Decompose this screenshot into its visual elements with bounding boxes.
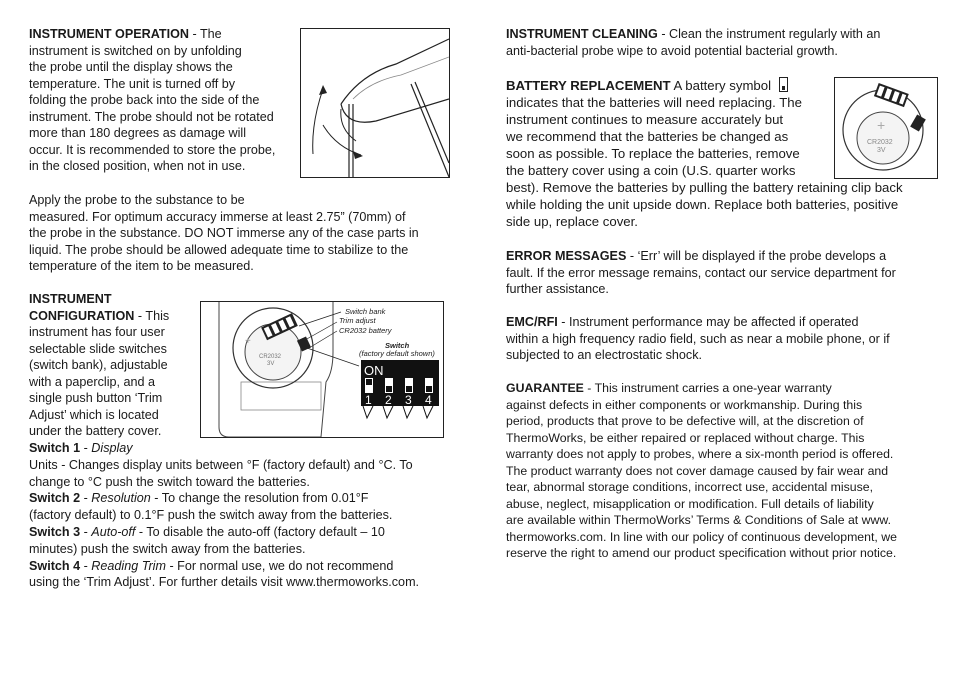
switch-number-1: 1 <box>365 393 372 407</box>
configuration-heading-1: INSTRUMENT <box>29 292 112 306</box>
cleaning-section: INSTRUMENT CLEANING - Clean the instrument regularly with an anti-bacterial probe wipe to avoid potential bacterial growth. <box>506 27 881 58</box>
probe-illustration <box>300 28 450 178</box>
emc-section: EMC/RFI - Instrument performance may be affected if operated within a high frequency radio field, such as near a mobile phone, or if subjected to an electrostatic shock. <box>506 315 890 362</box>
switch-on-label: ON <box>364 363 384 378</box>
battery-model-text-right: CR2032 <box>867 139 893 146</box>
battery-model-text: CR2032 <box>259 354 282 360</box>
battery-plus-sign-right: + <box>877 117 886 133</box>
switch-descriptions: Switch 1 - Display Units - Changes display units between °F (factory default) and °C. To change to °C push the switch toward the batteries. Switch 2 - Resolution - To change the resolution from 0.01°F (factory default) to 0.1°F push the switch away from the batteries. Switch 3 - Auto-off - To disable the auto-off (factory default – 10 minutes) push the switch away from the batteries. Switch 4 - Reading Trim - For normal use, we do not recommend using the ‘Trim Adjust’. For further details visit www.thermoworks.com. <box>29 440 454 591</box>
configuration-heading-2: CONFIGURATION <box>29 308 135 323</box>
switch-label: Switch <box>385 341 410 350</box>
battery-voltage-text: 3V <box>267 361 275 367</box>
cleaning-heading: INSTRUMENT CLEANING <box>506 27 658 41</box>
battery-illustration <box>834 77 938 179</box>
battery-compartment-illustration <box>200 301 444 438</box>
configuration-section: INSTRUMENT CONFIGURATION - This instrument has four user selectable slide switches (switch bank), adjustable with a paperclip, and a single push button ‘Trim Adjust’ which is located under the battery cover. <box>29 292 170 438</box>
switch-1-desc: Switch 1 - Display <box>29 441 133 455</box>
operation-section: INSTRUMENT OPERATION - The instrument is switched on by unfolding the probe until the display shows the temperature. The unit is turned off by folding the probe back into the side of the instrument. The probe should not be rotated more than 180 degrees as damage will occur. It is recommended to store the probe, in the closed position, when not in use. <box>29 27 276 173</box>
switch-bank-drawing <box>201 302 443 437</box>
battery-low-icon <box>779 77 788 92</box>
switch-bank-label: Switch bank <box>345 307 386 316</box>
battery-section: BATTERY REPLACEMENT A battery symbol indicates that the batteries will need replacing. The instrument continues to measure accurately but we recommend that the batteries be changed as soon as possible. To replace the batteries, remove the battery cover using a coin (U.S. quarter works best). Remove the batteries by pulling the battery retaining clip back while holding the unit upside down. Replace both batteries, positive side up, replace cover. <box>506 78 903 229</box>
guarantee-section: GUARANTEE - This instrument carries a one-year warranty against defects in either components or workmanship. During this period, products that prove to be defective will, at the discretion of ThermoWorks, be either repaired or replaced without charge. This warranty does not apply to probes, where a six-month period is offered. The product warranty does not cover damage caused by fair wear and tear, abnormal storage conditions, incorrect use, accidental misuse, abuse, neglect, misapplication or modification. Full details of liability are available within ThermoWorks’ Terms & Conditions of Sale at www. thermoworks.com. In line with our policy of continuous development, we reserve the right to amend our product specification without prior notice. <box>506 381 897 560</box>
switch-number-4: 4 <box>425 393 432 407</box>
trim-adjust-label: Trim adjust <box>339 316 376 325</box>
error-heading: ERROR MESSAGES <box>506 249 627 263</box>
switch-3-desc: Switch 3 - Auto-off - To disable the auto-off (factory default – 10 <box>29 524 385 539</box>
operation-heading: INSTRUMENT OPERATION <box>29 27 189 41</box>
battery-callout-label: CR2032 battery <box>339 326 392 335</box>
battery-heading: BATTERY REPLACEMENT <box>506 78 671 93</box>
error-section: ERROR MESSAGES - ‘Err’ will be displayed if the probe develops a fault. If the error message remains, contact our service department for further assistance. <box>506 249 896 296</box>
battery-plus-sign: + <box>245 336 251 347</box>
guarantee-heading: GUARANTEE <box>506 381 584 395</box>
switch-number-3: 3 <box>405 393 412 407</box>
switch-2-desc: Switch 2 - Resolution - To change the resolution from 0.01°F <box>29 491 369 506</box>
switch-number-2: 2 <box>385 393 392 407</box>
battery-voltage-text-right: 3V <box>877 147 886 154</box>
thermometer-probe-drawing <box>301 29 449 177</box>
emc-heading: EMC/RFI <box>506 315 558 329</box>
factory-default-label: (factory default shown) <box>359 349 435 358</box>
apply-section: Apply the probe to the substance to be measured. For optimum accuracy immerse at least 2.75” (70mm) of the probe in the substance. DO NOT immerse any of the case parts in liquid. The probe should be allowed adequate time to stabilize to the temperature of the item to be measured. <box>29 193 419 273</box>
switch-4-desc: Switch 4 - Reading Trim - For normal use, we do not recommend <box>29 558 394 573</box>
battery-drawing <box>835 78 937 178</box>
